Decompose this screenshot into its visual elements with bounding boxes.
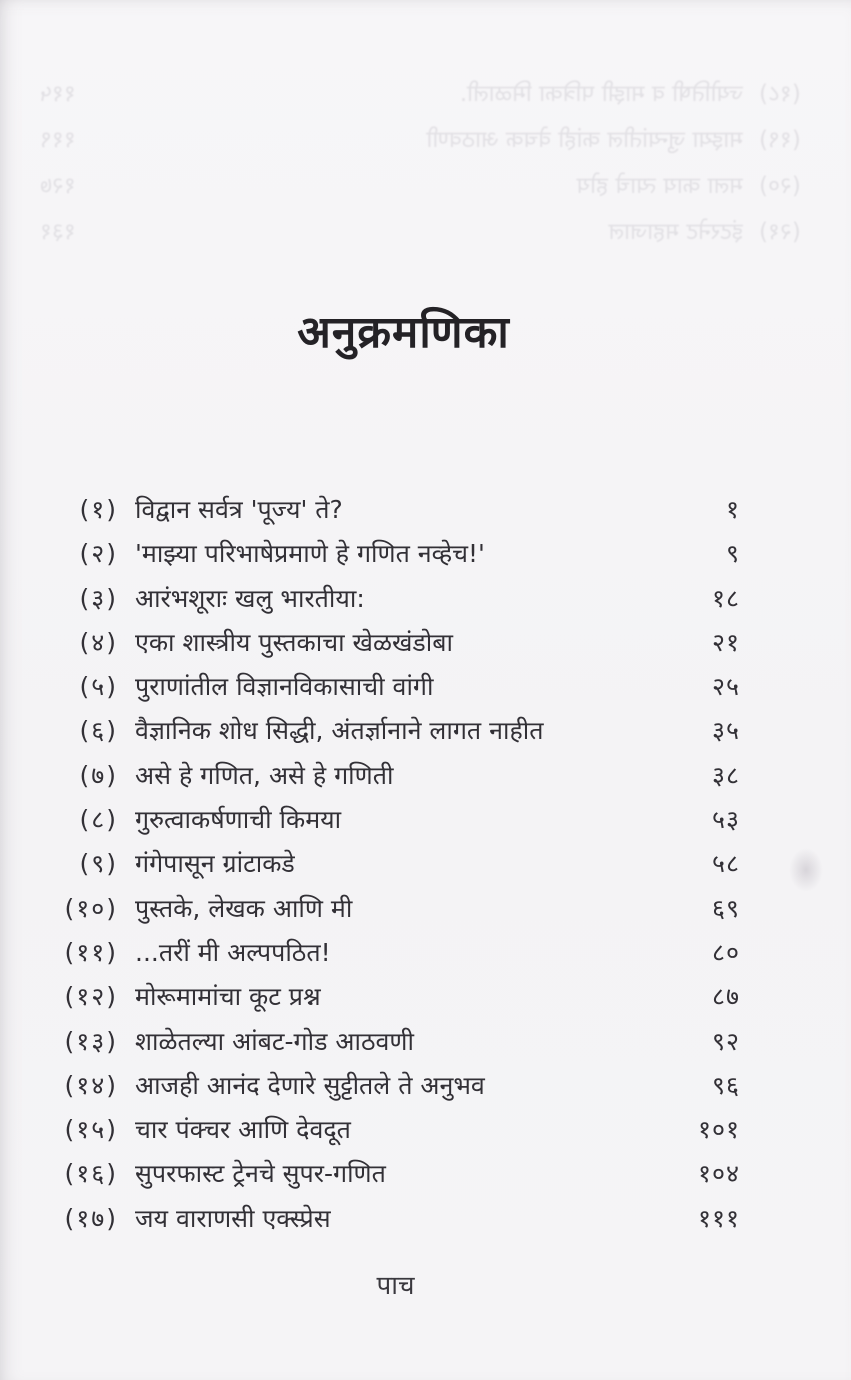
- toc-entry-page-number: ५८: [711, 849, 740, 879]
- toc-entry-row: [60, 536, 740, 580]
- toc-entry-number: (१): [79, 495, 118, 524]
- toc-entry-page-number: ९: [725, 539, 740, 569]
- toc-entry-number: (६): [79, 716, 118, 746]
- toc-entry-row: [60, 935, 740, 979]
- toc-entry-number: (१६): [64, 1159, 118, 1189]
- bleedthrough-row: [40, 214, 811, 260]
- toc-entry-page-number: ३८: [711, 760, 740, 790]
- bleedthrough-row: [40, 168, 811, 214]
- table-of-contents: [60, 492, 740, 1245]
- bleedthrough-page-number: १३१: [40, 219, 76, 245]
- toc-entry-number: (१०): [64, 893, 118, 923]
- scan-smudge-artifact: [789, 848, 823, 892]
- toc-entry-title: पुराणांतील विज्ञानविकासाची वांगी: [135, 672, 434, 702]
- toc-entry-number: (८): [79, 805, 118, 835]
- toc-entry-row: [60, 891, 740, 935]
- toc-entry-row: [60, 581, 740, 625]
- bleedthrough-entry-title: ज्योतिषी व माझी पत्रिका मिळाली.: [459, 81, 743, 107]
- bleedthrough-page-number: ११९: [40, 127, 76, 153]
- toc-entry-title: वैज्ञानिक शोध सिद्धी, अंतर्ज्ञानाने लागत नाहीत: [135, 716, 544, 746]
- toc-entry-row: [60, 846, 740, 890]
- toc-entry-page-number: १०४: [697, 1159, 740, 1189]
- bleedthrough-entry-title: मला काय त्याचे होय: [576, 173, 743, 199]
- toc-entry-row: [60, 1024, 740, 1068]
- toc-entry-title: सुपरफास्ट ट्रेनचे सुपर-गणित: [135, 1159, 386, 1189]
- page-number-footer: पाच: [376, 1271, 415, 1301]
- toc-entry-number: (५): [79, 672, 118, 702]
- toc-entry-number: (१५): [64, 1115, 118, 1145]
- toc-entry-title: असे हे गणित, असे हे गणिती: [135, 760, 394, 790]
- toc-entry-number: (१३): [64, 1026, 118, 1056]
- toc-entry-row: [60, 1201, 740, 1245]
- toc-entry-page-number: ९६: [711, 1070, 740, 1100]
- toc-entry-title: जय वाराणसी एक्स्प्रेस: [135, 1203, 331, 1233]
- page-title: अनुक्रमणिका: [297, 307, 510, 358]
- bleedthrough-entry-title: माझ्या जुन्यांतील कांही वेचक आठवणी: [426, 127, 743, 153]
- toc-entry-title: गंगेपासून ग्रांटाकडे: [135, 849, 295, 879]
- toc-entry-page-number: २१: [711, 627, 740, 657]
- toc-entry-title: पुस्तके, लेखक आणि मी: [135, 893, 353, 923]
- toc-entry-page-number: ९२: [711, 1026, 740, 1056]
- toc-entry-page-number: १८: [711, 583, 740, 613]
- toc-entry-page-number: ८०: [711, 937, 740, 967]
- toc-entry-row: [60, 979, 740, 1023]
- toc-entry-row: [60, 758, 740, 802]
- bleedthrough-entry-number: (२१): [759, 219, 801, 245]
- toc-entry-row: [60, 492, 740, 536]
- toc-entry-number: (१२): [64, 982, 118, 1012]
- toc-entry-page-number: १: [725, 495, 740, 524]
- toc-entry-number: (४): [79, 627, 118, 657]
- toc-entry-title: चार पंक्चर आणि देवदूत: [135, 1115, 351, 1145]
- bleedthrough-entry-number: (२०): [759, 173, 801, 199]
- toc-entry-title: शाळेतल्या आंबट-गोड आठवणी: [135, 1026, 414, 1056]
- toc-entry-page-number: १०१: [697, 1115, 740, 1145]
- toc-entry-page-number: ६९: [711, 893, 740, 923]
- toc-entry-number: (१७): [64, 1203, 118, 1233]
- bleedthrough-entry-number: (१९): [759, 127, 801, 153]
- toc-entry-page-number: ३५: [711, 716, 740, 746]
- toc-entry-title: विद्वान सर्वत्र 'पूज्य' ते?: [135, 495, 343, 524]
- toc-entry-row: [60, 1156, 740, 1200]
- toc-entry-title: ...तरीं मी अल्पपठित!: [135, 937, 331, 967]
- toc-entry-row: [60, 1112, 740, 1156]
- toc-entry-title: मोरूमामांचा कूट प्रश्न: [135, 982, 321, 1012]
- toc-entry-page-number: २५: [711, 672, 740, 702]
- bleedthrough-row: [40, 122, 811, 168]
- toc-entry-page-number: ८७: [711, 982, 740, 1012]
- toc-entry-title: आरंभशूराः खलु भारतीया:: [135, 583, 365, 613]
- toc-entry-title: आजही आनंद देणारे सुट्टीतले ते अनुभव: [135, 1070, 485, 1100]
- toc-entry-number: (२): [79, 539, 118, 569]
- toc-entry-title: गुरुत्वाकर्षणाची किमया: [135, 805, 342, 835]
- toc-entry-number: (१४): [64, 1070, 118, 1100]
- toc-entry-number: (११): [64, 937, 118, 967]
- toc-entry-row: [60, 625, 740, 669]
- toc-entry-number: (३): [79, 583, 118, 613]
- toc-entry-row: [60, 669, 740, 713]
- bleedthrough-entry-title: इंटरनेट महाजाल: [608, 219, 743, 245]
- bleedthrough-entry-number: (१८): [759, 81, 801, 107]
- bleedthrough-page-number: ११५: [40, 81, 76, 107]
- toc-entry-title: 'माझ्या परिभाषेप्रमाणे हे गणित नव्हेच!': [135, 539, 485, 569]
- bleedthrough-page-number: १२७: [40, 173, 76, 199]
- toc-entry-title: एका शास्त्रीय पुस्तकाचा खेळखंडोबा: [135, 627, 454, 657]
- toc-entry-row: [60, 1068, 740, 1112]
- reverse-page-bleedthrough: [40, 76, 811, 260]
- toc-entry-number: (७): [79, 760, 118, 790]
- toc-entry-row: [60, 713, 740, 757]
- toc-entry-row: [60, 802, 740, 846]
- toc-entry-page-number: १११: [697, 1203, 740, 1233]
- bleedthrough-row: [40, 76, 811, 122]
- toc-entry-page-number: ५३: [711, 805, 740, 835]
- toc-entry-number: (९): [79, 849, 118, 879]
